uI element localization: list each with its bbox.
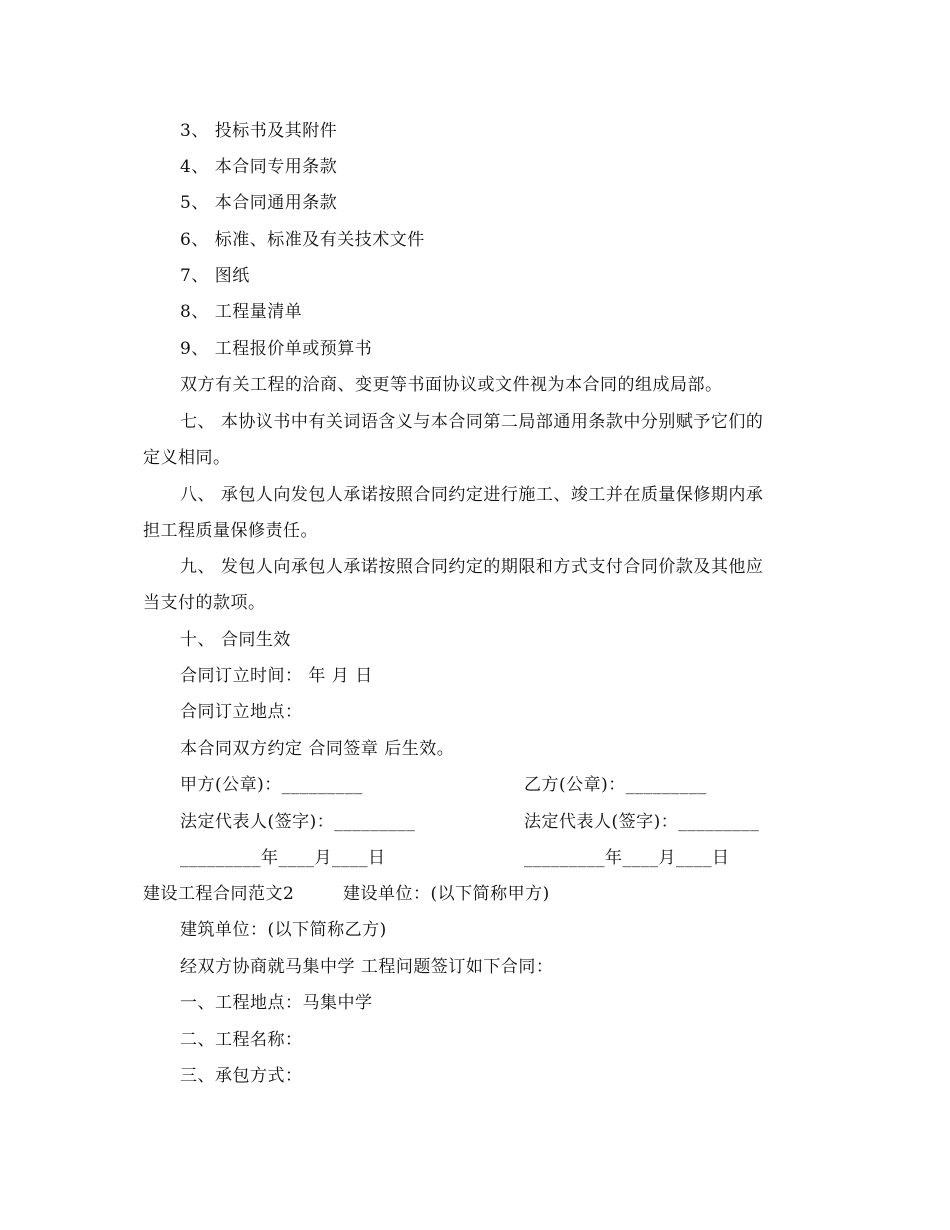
list-item: 4、 本合同专用条款 xyxy=(180,157,338,177)
contract-item-1: 一、工程地点：马集中学 xyxy=(180,993,373,1013)
list-item: 5、 本合同通用条款 xyxy=(180,193,338,213)
list-item: 9、 工程报价单或预算书 xyxy=(180,339,373,359)
contract-item-3: 三、承包方式： xyxy=(180,1066,303,1086)
clause-8-line-1: 八、 承包人向发包人承诺按照合同约定进行施工、竣工并在质量保修期内承 xyxy=(180,485,764,505)
party-a-representative: 法定代表人(签字)：_________ xyxy=(180,812,416,832)
sign-place: 合同订立地点： xyxy=(180,702,303,722)
party-a-seal: 甲方(公章)：_________ xyxy=(180,775,363,795)
party-b-seal: 乙方(公章)：_________ xyxy=(524,775,707,795)
list-item: 3、 投标书及其附件 xyxy=(180,121,338,141)
builder-unit: 建设单位：(以下简称甲方) xyxy=(343,884,550,904)
sample-2-heading: 建设工程合同范文2 xyxy=(143,884,295,904)
clause-7-line-2: 定义相同。 xyxy=(143,448,231,468)
list-item: 8、 工程量清单 xyxy=(180,302,303,322)
construction-unit: 建筑单位：(以下简称乙方) xyxy=(180,920,387,940)
sign-time: 合同订立时间： 年 月 日 xyxy=(180,666,373,686)
party-a-date: _________年____月____日 xyxy=(180,848,386,868)
party-b-representative: 法定代表人(签字)：_________ xyxy=(524,812,760,832)
effect-clause: 本合同双方约定 合同签章 后生效。 xyxy=(180,739,455,759)
clause-8-line-2: 担工程质量保修责任。 xyxy=(143,521,318,541)
list-item: 7、 图纸 xyxy=(180,266,250,286)
clause-10-title: 十、 合同生效 xyxy=(180,630,291,650)
list-item: 6、 标准、标准及有关技术文件 xyxy=(180,230,425,250)
party-b-date: _________年____月____日 xyxy=(524,848,730,868)
contract-intro: 经双方协商就马集中学 工程问题签订如下合同： xyxy=(180,957,554,977)
clause-9-line-1: 九、 发包人向承包人承诺按照合同约定的期限和方式支付合同价款及其他应 xyxy=(180,557,764,577)
clause-9-line-2: 当支付的款项。 xyxy=(143,593,266,613)
contract-item-2: 二、工程名称： xyxy=(180,1030,303,1050)
clause-7-line-1: 七、 本协议书中有关词语含义与本合同第二局部通用条款中分别赋予它们的 xyxy=(180,412,764,432)
paragraph-composition: 双方有关工程的洽商、变更等书面协议或文件视为本合同的组成局部。 xyxy=(180,375,723,395)
